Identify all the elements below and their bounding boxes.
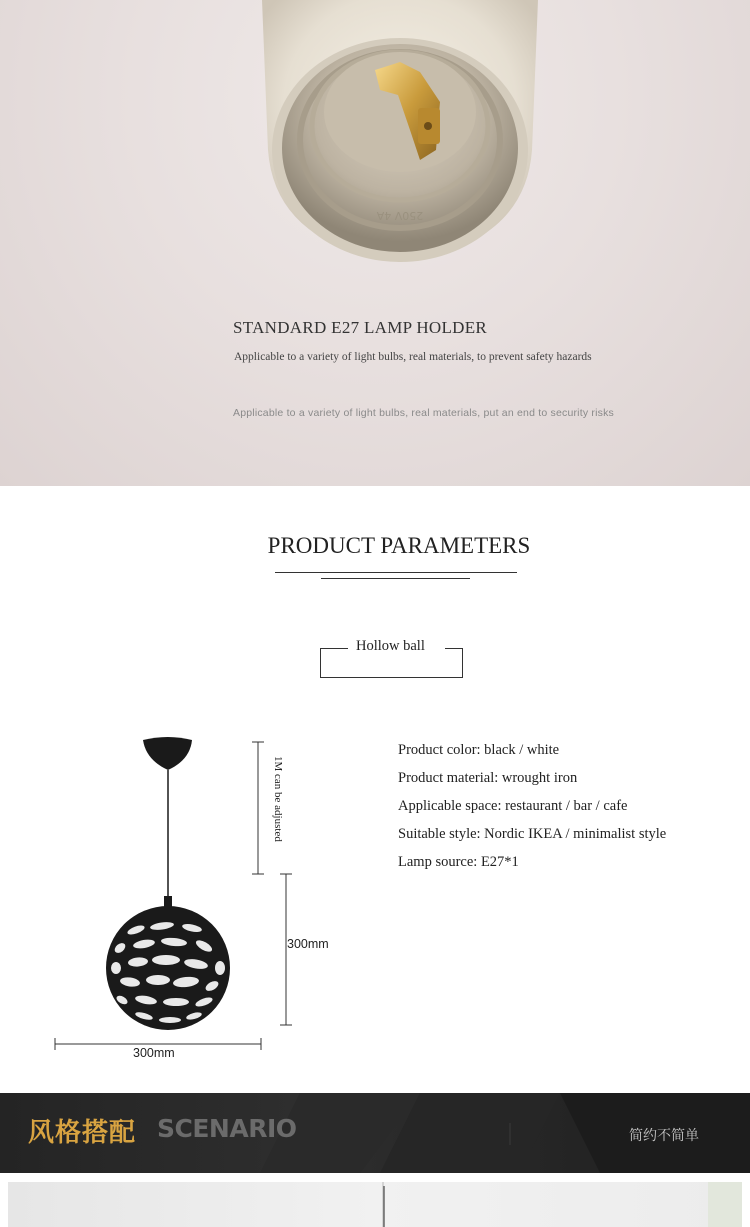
spec-applicable-space: Applicable space: restaurant / bar / cafe <box>398 798 628 814</box>
scenario-tagline: 简约不简单 <box>629 1128 699 1144</box>
lamp-holder-subtitle: Applicable to a variety of light bulbs, real materials, to prevent safety hazards <box>234 351 592 363</box>
spec-suitable-style: Suitable style: Nordic IKEA / minimalist style <box>398 826 667 842</box>
lamp-holder-photo <box>0 0 750 486</box>
lamp-holder-title: STANDARD E27 LAMP HOLDER <box>233 318 488 337</box>
lamp-holder-subtitle-secondary: Applicable to a variety of light bulbs, real materials, put an end to security risks <box>233 407 614 419</box>
heading-divider-long <box>275 572 517 573</box>
scenario-photo <box>8 1182 742 1227</box>
scenario-title-en: SCENARIO <box>157 1114 297 1143</box>
heading-divider-short <box>321 578 470 579</box>
scenario-banner <box>0 1093 750 1173</box>
product-parameters-heading: PRODUCT PARAMETERS <box>267 533 531 558</box>
spec-product-material: Product material: wrought iron <box>398 770 578 786</box>
cord-length-note: 1M can be adjusted <box>272 756 284 842</box>
spec-lamp-source: Lamp source: E27*1 <box>398 854 519 870</box>
ceiling-canopy <box>143 737 192 770</box>
height-dimension-label: 300mm <box>287 937 329 951</box>
pendant-lamp-diagram <box>40 730 400 1070</box>
hollow-ball-shade <box>106 896 230 1030</box>
model-label: Hollow ball <box>356 638 425 654</box>
socket-print: 250V 4A <box>376 209 424 222</box>
scenario-title-cn: 风格搭配 <box>28 1118 137 1148</box>
width-dimension-label: 300mm <box>133 1046 175 1060</box>
spec-product-color: Product color: black / white <box>398 742 560 758</box>
